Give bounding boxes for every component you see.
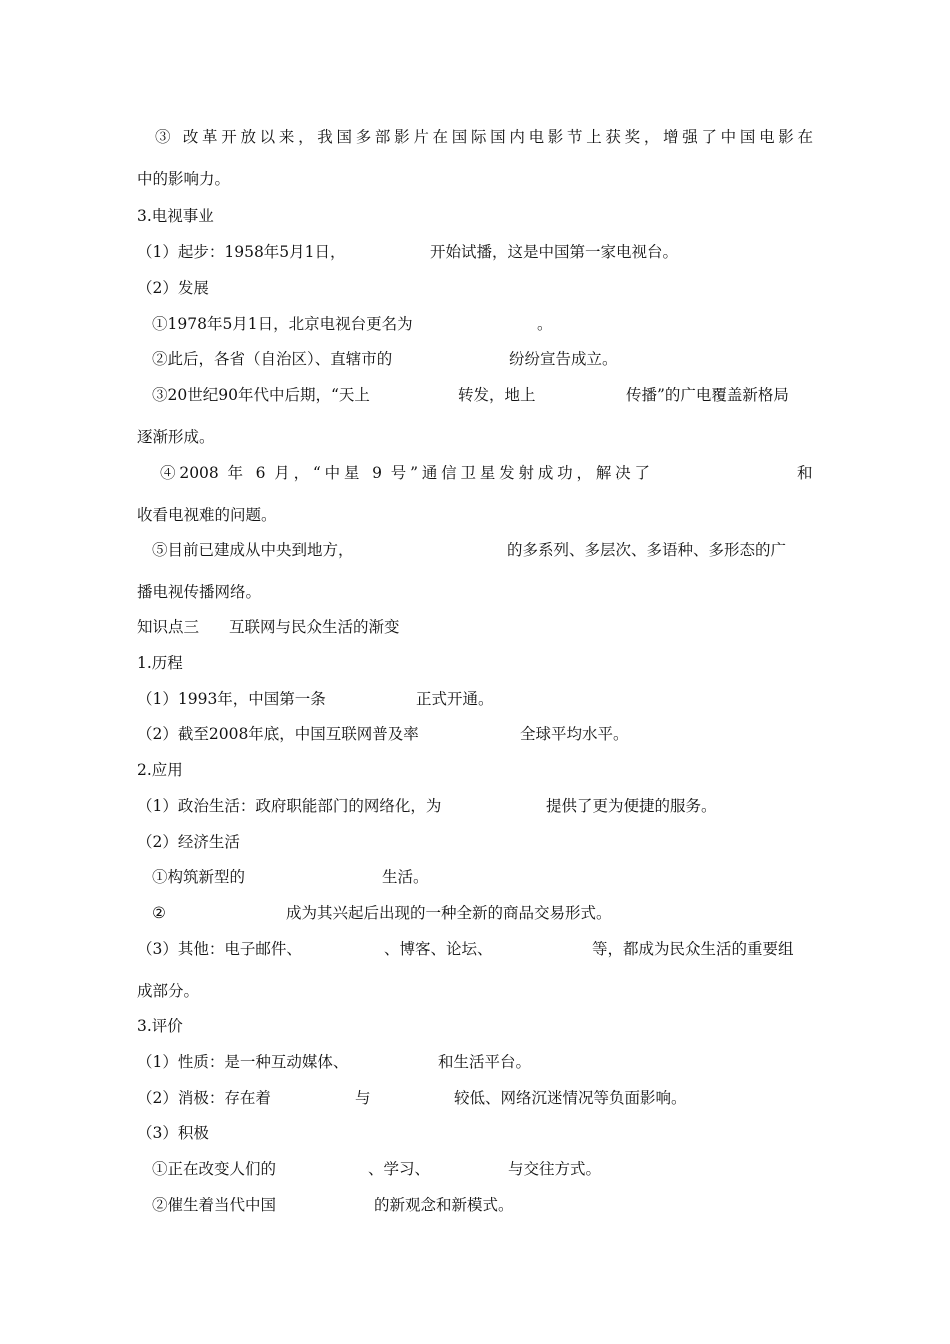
text-run: （1）起步：1958年5月1日， <box>137 243 346 261</box>
text-line <box>0 1192 950 1218</box>
text-run: 2.应用 <box>137 761 183 779</box>
text-run: 较低、网络沉迷情况等负面影响。 <box>454 1089 687 1107</box>
text-run: 成部分。 <box>137 982 200 1000</box>
section-heading <box>0 650 950 676</box>
text-run: （3）积极 <box>137 1124 209 1142</box>
text-line <box>0 686 950 712</box>
text-line <box>0 579 950 605</box>
text-run: （1）政治生活：政府职能部门的网络化，为 <box>137 797 442 815</box>
text-run: ③20世纪90年代中后期，“天上 <box>152 386 370 404</box>
text-run: 的多系列、多层次、多语种、多形态的广 <box>507 541 787 559</box>
text-line <box>0 978 950 1004</box>
text-line <box>0 460 950 486</box>
text-line <box>0 275 950 301</box>
text-run: （1）性质：是一种互动媒体、 <box>137 1053 349 1071</box>
text-run: 成为其兴起后出现的一种全新的商品交易形式。 <box>286 904 612 922</box>
text-line <box>0 311 950 337</box>
section-heading <box>0 1013 950 1039</box>
text-run: ①正在改变人们的 <box>152 1160 277 1178</box>
text-line <box>0 829 950 855</box>
text-line <box>0 424 950 450</box>
text-run: 收看电视难的问题。 <box>137 506 277 524</box>
text-line <box>0 721 950 747</box>
text-run: ④2008 年 6 月，“中星 9 号”通信卫星发射成功，解决了 <box>160 464 650 482</box>
text-run: 。 <box>537 315 553 333</box>
text-run: 的新观念和新模式。 <box>374 1196 514 1214</box>
text-run: （2）经济生活 <box>137 833 240 851</box>
text-run: 、学习、 <box>368 1160 431 1178</box>
text-run: 纷纷宣告成立。 <box>509 350 618 368</box>
text-run: 和 <box>797 464 813 482</box>
text-line <box>0 537 950 563</box>
text-run: （3）其他：电子邮件、 <box>137 940 302 958</box>
text-run: 中的影响力。 <box>137 170 231 188</box>
text-run: 正式开通。 <box>416 690 494 708</box>
text-run: ②催生着当代中国 <box>152 1196 277 1214</box>
text-run: 传播”的广电覆盖新格局 <box>626 386 789 404</box>
text-run: 互联网与民众生活的渐变 <box>229 618 400 636</box>
text-run: （2）截至2008年底，中国互联网普及率 <box>137 725 419 743</box>
text-run: （2）发展 <box>137 279 209 297</box>
text-line <box>0 382 950 408</box>
text-line <box>0 1156 950 1182</box>
text-line <box>0 1085 950 1111</box>
text-run: 、博客、论坛、 <box>384 940 493 958</box>
text-run: 全球平均水平。 <box>520 725 629 743</box>
text-run: 3.电视事业 <box>137 207 214 225</box>
section-heading <box>0 757 950 783</box>
text-run: 提供了更为便捷的服务。 <box>546 797 717 815</box>
text-line <box>0 864 950 890</box>
text-run: 逐渐形成。 <box>137 428 215 446</box>
text-line <box>0 239 950 265</box>
text-run: 与交往方式。 <box>508 1160 602 1178</box>
text-run: 和生活平台。 <box>438 1053 532 1071</box>
text-run: 生活。 <box>382 868 429 886</box>
text-line <box>0 346 950 372</box>
text-run: 播电视传播网络。 <box>137 583 262 601</box>
text-run: ⑤目前已建成从中央到地方， <box>152 541 354 559</box>
text-line <box>0 793 950 819</box>
text-run: 与 <box>355 1089 371 1107</box>
text-line <box>0 1049 950 1075</box>
text-run: 等，都成为民众生活的重要组 <box>592 940 794 958</box>
text-run: 开始试播，这是中国第一家电视台。 <box>430 243 679 261</box>
text-line <box>0 124 950 150</box>
text-line <box>0 1120 950 1146</box>
text-run: ② <box>152 904 166 922</box>
text-run: ①构筑新型的 <box>152 868 246 886</box>
text-run: 知识点三 <box>137 618 200 636</box>
text-run: ③ 改革开放以来，我国多部影片在国际国内电影节上获奖，增强了中国电影在 <box>155 128 813 146</box>
text-run: ②此后，各省（自治区）、直辖市的 <box>152 350 393 368</box>
section-heading <box>0 203 950 229</box>
text-run: （2）消极：存在着 <box>137 1089 271 1107</box>
text-line <box>0 166 950 192</box>
section-heading <box>0 614 950 640</box>
text-line <box>0 900 950 926</box>
text-run: 转发，地上 <box>458 386 536 404</box>
text-run: ①1978年5月1日，北京电视台更名为 <box>152 315 413 333</box>
text-run: 1.历程 <box>137 654 183 672</box>
text-run: （1）1993年，中国第一条 <box>137 690 326 708</box>
text-line <box>0 936 950 962</box>
text-run: 3.评价 <box>137 1017 183 1035</box>
text-line <box>0 502 950 528</box>
